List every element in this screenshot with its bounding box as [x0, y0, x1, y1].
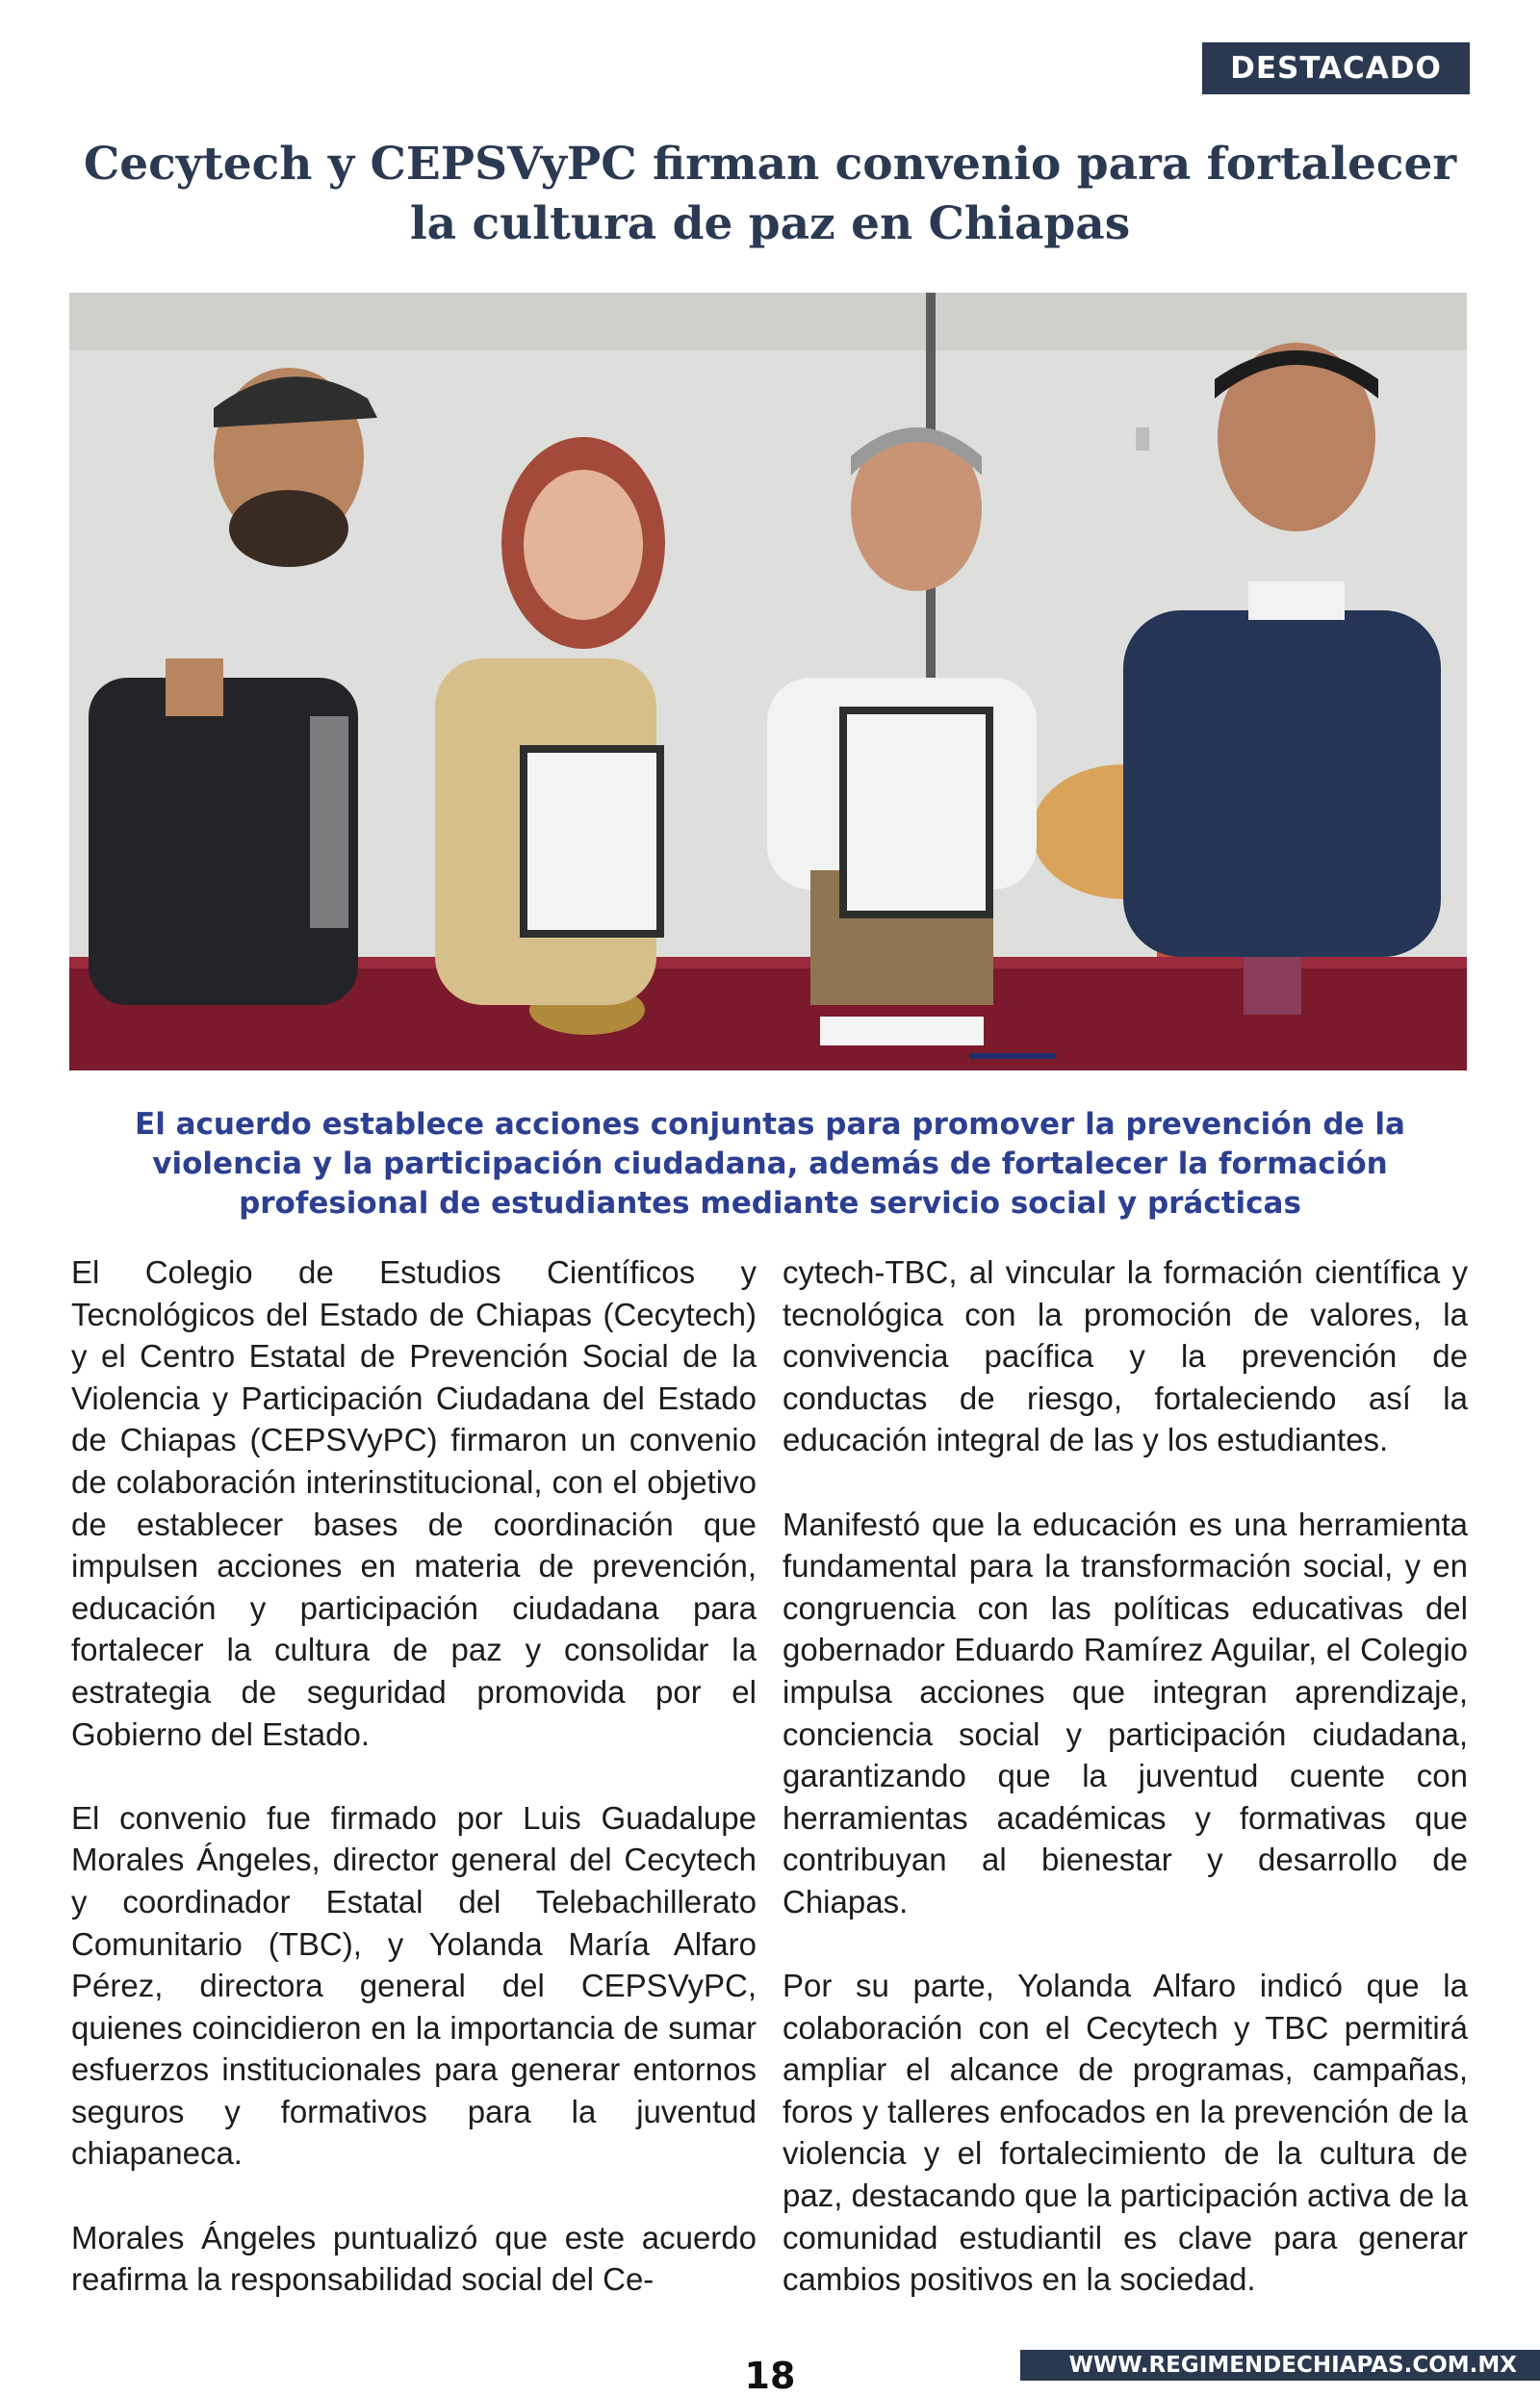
body-column-left — [71, 1251, 757, 2342]
section-tag: DESTACADO — [1202, 42, 1470, 94]
article-photo — [69, 293, 1467, 1070]
body-paragraph: Manifestó que la educación es una herramienta fundamental para la transformación social, y en congruencia con las políticas educativas del gobernador Eduardo Ramírez Aguilar, el Colegio impulsa acciones que integran aprendizaje, conciencia social y participación ciudadana, garantizando que la juventud cuente con herramientas académicas y formativas que contribuyan al bienestar y desarrollo de Chiapas. — [783, 1506, 1468, 1920]
website-url: WWW.REGIMENDECHIAPAS.COM.MX — [1068, 2353, 1517, 2378]
body-paragraph: El Colegio de Estudios Científicos y Tecnológicos del Estado de Chiapas (Cecytech) y el Centro Estatal de Prevención Social de la Violencia y Participación Ciudadana del Estado de Chiapas (CEPSVyPC) firmaron un convenio de colaboración interinstitucional, con el objetivo de establecer bases de coordinación que impulsen acciones en materia de prevención, educación y participación ciudadana para fortalecer la cultura de paz y consolidar la estrategia de seguridad promovida por el Gobierno del Estado. — [71, 1254, 757, 1752]
article-title: Cecytech y CEPSVyPC firman convenio para fortalecer la cultura de paz en Chiapas — [83, 138, 1457, 250]
page-number: 18 — [744, 2355, 796, 2397]
article-subtitle: El acuerdo establece acciones conjuntas para promover la prevención de la violencia y la participación ciudadana, además de fortalecer la formación profesional de estudiantes mediante servicio social y prácticas — [135, 1107, 1405, 1221]
body-paragraph: Morales Ángeles puntualizó que este acuerdo reafirma la responsabilidad social del Ce- — [71, 2219, 757, 2298]
body-paragraph: cytech-TBC, al vincular la formación científica y tecnológica con la promoción de valores, la convivencia pacífica y la prevención de conductas de riesgo, fortaleciendo así la educación integral de las y los estudiantes. — [783, 1254, 1468, 1458]
website-footer — [1020, 2350, 1540, 2381]
body-paragraph: El convenio fue firmado por Luis Guadalupe Morales Ángeles, director general del Cecytech y coordinador Estatal del Telebachillerato Comunitario (TBC), y Yolanda María Alfaro Pérez, directora general del CEPSVyPC, quienes coincidieron en la importancia de sumar esfuerzos institucionales para generar entornos seguros y formativos para la juventud chiapaneca. — [71, 1799, 757, 2172]
body-paragraph: Por su parte, Yolanda Alfaro indicó que la colaboración con el Cecytech y TBC permitirá ampliar el alcance de programas, campañas, foros y talleres enfocados en la prevención de la violencia y el fortalecimiento de la cultura de paz, destacando que la participación activa de la comunidad estudiantil es clave para generar cambios positivos en la sociedad. — [783, 1968, 1468, 2298]
body-column-right — [783, 1251, 1468, 2342]
